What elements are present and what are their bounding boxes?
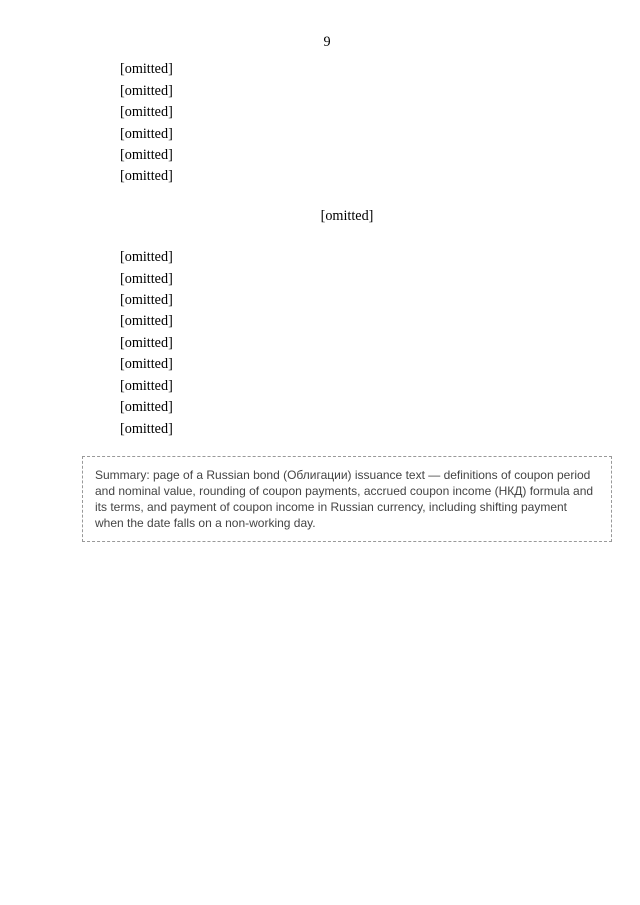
paragraph: [omitted]: [120, 399, 173, 416]
paragraph: [omitted]: [120, 292, 173, 309]
paragraph: [omitted]: [120, 147, 173, 164]
paragraph: [omitted]: [120, 313, 173, 330]
paragraph: [omitted]: [120, 420, 173, 437]
paragraph: [omitted]: [120, 61, 173, 78]
page-summary: Summary: page of a Russian bond (Облигации) issuance text — definitions of coupon period and nominal value, rounding of coupon payments, accrued coupon income (НКД) formula and its terms, and payment of coupon income in Russian currency, including shifting payment when the date falls on a non-working day.: [82, 456, 612, 542]
nkd-formula: [omitted]: [320, 207, 374, 224]
body-text-before-formula: [82, 61, 612, 185]
paragraph: [omitted]: [120, 168, 173, 185]
paragraph: [omitted]: [120, 249, 173, 266]
page-number: 9: [323, 34, 331, 50]
paragraph: [omitted]: [120, 82, 173, 99]
paragraph: [omitted]: [120, 334, 173, 351]
paragraph: [omitted]: [120, 270, 173, 287]
paragraph: [omitted]: [120, 104, 173, 121]
paragraph: [omitted]: [120, 125, 173, 142]
paragraph: [omitted]: [120, 377, 173, 394]
paragraph: [omitted]: [120, 356, 173, 373]
body-text-after-formula: [82, 249, 612, 438]
